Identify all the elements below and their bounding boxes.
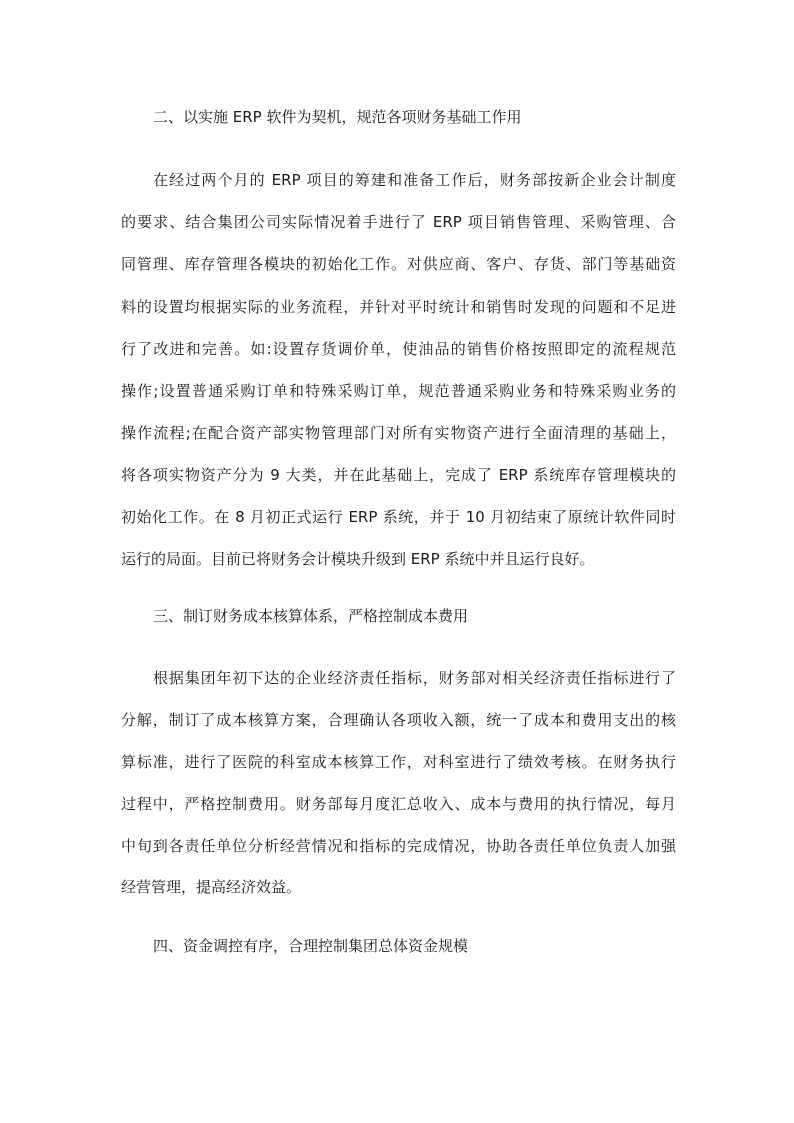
paragraph-line: 过程中，严格控制费用。财务部每月度汇总收入、成本与费用的执行情况，每月 bbox=[121, 795, 676, 813]
paragraph-line: 算标准，进行了医院的科室成本核算工作，对科室进行了绩效考核。在财务执行 bbox=[121, 753, 676, 771]
paragraph-line: 料的设置均根据实际的业务流程，并针对平时统计和销售时发现的问题和不足进 bbox=[121, 298, 676, 316]
paragraph-line: 根据集团年初下达的企业经济责任指标，财务部对相关经济责任指标进行了 bbox=[153, 669, 676, 687]
section-heading-erp: 二、以实施 ERP 软件为契机，规范各项财务基础工作用 bbox=[153, 108, 522, 126]
paragraph-line: 经营管理，提高经济效益。 bbox=[121, 878, 302, 896]
paragraph-line: 的要求、结合集团公司实际情况着手进行了 ERP 项目销售管理、采购管理、合 bbox=[121, 213, 676, 231]
section-heading-cost: 三、制订财务成本核算体系，严格控制成本费用 bbox=[153, 607, 469, 625]
paragraph-line: 操作;设置普通采购订单和特殊采购订单，规范普通采购业务和特殊采购业务的 bbox=[121, 382, 676, 400]
paragraph-line: 同管理、库存管理各模块的初始化工作。对供应商、客户、存货、部门等基础资 bbox=[121, 255, 676, 273]
section-heading-funds: 四、资金调控有序，合理控制集团总体资金规模 bbox=[153, 937, 469, 955]
paragraph-line: 行了改进和完善。如:设置存货调价单，使油品的销售价格按照即定的流程规范 bbox=[121, 340, 676, 358]
paragraph-line: 在经过两个月的 ERP 项目的筹建和准备工作后，财务部按新企业会计制度 bbox=[153, 171, 676, 189]
paragraph-line: 分解，制订了成本核算方案，合理确认各项收入额，统一了成本和费用支出的核 bbox=[121, 711, 676, 729]
paragraph-line: 将各项实物资产分为 9 大类，并在此基础上，完成了 ERP 系统库存管理模块的 bbox=[121, 466, 676, 484]
paragraph-line: 运行的局面。目前已将财务会计模块升级到 ERP 系统中并且运行良好。 bbox=[121, 550, 595, 568]
paragraph-line: 中旬到各责任单位分析经营情况和指标的完成情况，协助各责任单位负责人加强 bbox=[121, 837, 676, 855]
paragraph-line: 操作流程;在配合资产部实物管理部门对所有实物资产进行全面清理的基础上， bbox=[121, 424, 676, 442]
paragraph-line: 初始化工作。在 8 月初正式运行 ERP 系统，并于 10 月初结束了原统计软件同时 bbox=[121, 508, 676, 526]
